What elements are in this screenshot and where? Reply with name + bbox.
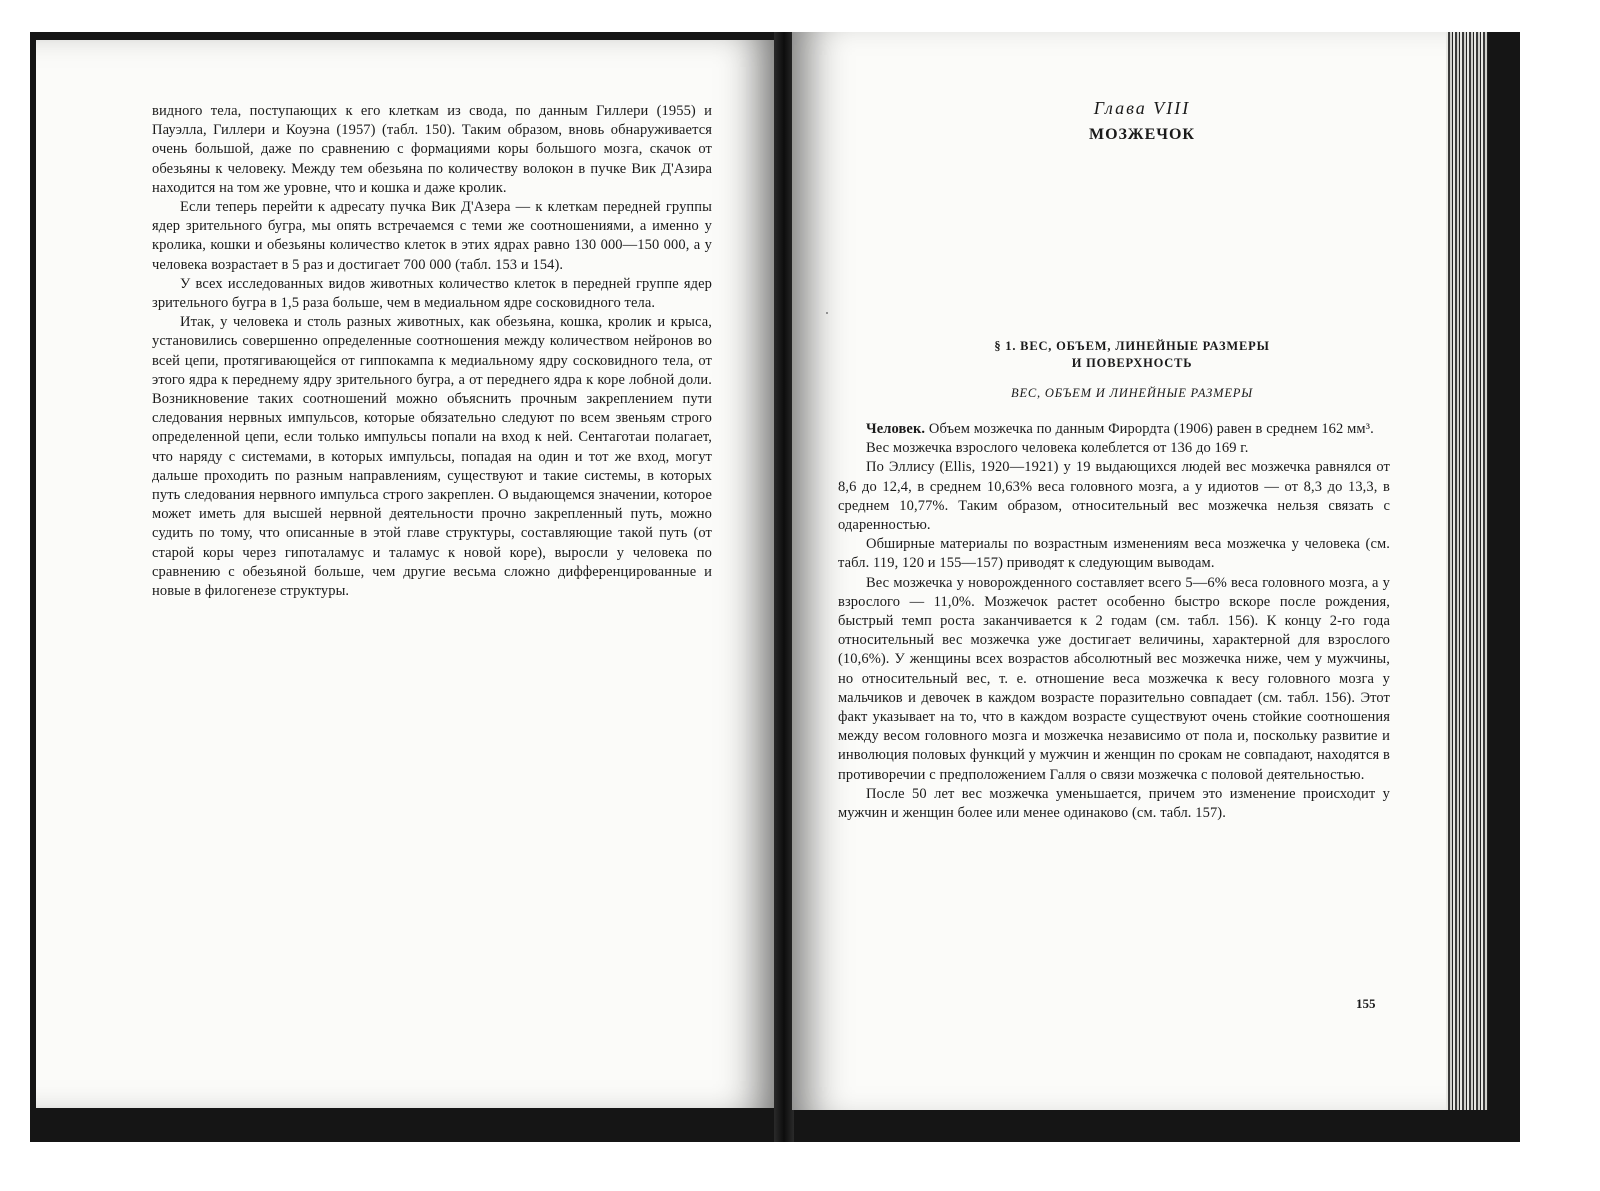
page-edges <box>1446 32 1488 1110</box>
left-paragraph: видного тела, поступающих к его клеткам из свода, по данным Гиллери (1955) и Пауэлла, Гиллери и Коуэна (1957) (табл. 150). Таким образом, вновь обнаруживается очень большой, даже по сравнению с формациями коры большого мозга, скачок от обезьяны к человеку. Между тем обезьяна по количеству волокон в пучке Вик Д'Азира находится на том же уровне, что и кошка и даже кролик. <box>152 103 712 196</box>
chapter-label: Глава VIII <box>1093 98 1191 118</box>
sub-heading: ВЕС, ОБЪЕМ И ЛИНЕЙНЫЕ РАЗМЕРЫ <box>1011 386 1253 400</box>
section-heading-line: § 1. ВЕС, ОБЪЕМ, ЛИНЕЙНЫЕ РАЗМЕРЫ <box>994 339 1270 353</box>
section-heading-line: И ПОВЕРХНОСТЬ <box>1071 356 1193 370</box>
book-gutter <box>774 32 794 1142</box>
lead-word: Человек. <box>866 421 926 437</box>
right-paragraph: Вес мозжечка у новорожденного составляет всего 5—6% веса головного мозга, а у взрослого — 11,0%. Мозжечок растет особенно быстро вскоре после рождения, быстрый темп роста заканчивается к 2 годам (см. табл. 156). К концу 2-го года относительный вес мозжечка уже достигает величины, характерной для взрослого (10,6%). У женщины всех возрастов абсолютный вес мозжечка ниже, чем у мужчины, но относительный вес, т. е. отношение веса мозжечка к весу головного мозга у мальчиков и девочек в каждом возрасте поразительно совпадает (см. табл. 156). Этот факт указывает на то, что в каждом возрасте существуют очень стойкие соотношения между весом головного мозга и мозжечка независимо от пола и, поскольку развитие и инволюция половых функций у мужчин и женщин по срокам не совпадают, находятся в противоречии с предположением Галля о связи мозжечка с половой деятельностью. <box>838 574 1390 783</box>
chapter-title: МОЗЖЕЧОК <box>1088 126 1196 143</box>
left-page <box>36 40 780 1108</box>
left-paragraph: Если теперь перейти к адресату пучка Вик Д'Азера — к клеткам передней группы ядер зрительного бугра, мы опять встречаемся с теми же соотношениями, а именно у кролика, кошки и обезьяны количество клеток в этих ядрах равно 130 000—150 000, а у человека возрастает в 5 раз и достигает 700 000 (табл. 153 и 154). <box>152 199 712 273</box>
right-paragraph: По Эллису (Ellis, 1920—1921) у 19 выдающихся людей вес мозжечка равнялся от 8,6 до 12,4, в среднем 10,63% веса головного мозга, а у идиотов — от 8,3 до 13,3, в среднем 10,77%. Таким образом, относительный вес мозжечка нельзя связать с одаренностью. <box>838 459 1390 534</box>
paper-speck <box>826 312 828 314</box>
right-paragraph: Обширные материалы по возрастным изменениям веса мозжечка у человека (см. табл. 119, 120 и 155—157) приводят к следующим выводам. <box>838 536 1390 572</box>
right-page-body <box>838 420 1390 823</box>
right-paragraph: Вес мозжечка взрослого человека колеблется от 136 до 169 г. <box>866 440 1249 457</box>
lead-paragraph-text: Объем мозжечка по данным Фирордта (1906) равен в среднем 162 мм³. <box>925 421 1374 437</box>
right-page <box>792 32 1488 1110</box>
left-page-body <box>152 102 712 601</box>
page-number: 155 <box>1356 996 1376 1011</box>
right-paragraph <box>838 420 1390 439</box>
book-spread <box>30 32 1520 1142</box>
right-paragraph: После 50 лет вес мозжечка уменьшается, причем это изменение происходит у мужчин и женщин более или менее одинаково (см. табл. 157). <box>838 785 1390 822</box>
section-heading <box>892 338 1372 372</box>
left-paragraph: Итак, у человека и столь разных животных, как обезьяна, кошка, кролик и крыса, установились совершенно определенные соотношения между количеством нейронов во всей цепи, протягивающейся от гиппокампа к медиальному ядру сосковидного тела, от этого ядра к переднему ядру зрительного бугра, а от переднего ядра к коре лобной доли. Возникновение таких соотношений можно объяснить прочным закреплением пути следования нервных импульсов, которые обязательно следуют по всем звеньям строго определенной цепи, если только импульсы попали на вход к ней. Сентаготаи полагает, что наряду с системами, в которых импульсы, попадая на один и тот же вход, могут дальше проходить по разным направлениям, существуют и такие системы, в которых путь следования нервного импульса строго закреплен. О выдающемся значении, которое может иметь для высшей нервной деятельности прочно закрепленный путь, можно судить по тому, что описанные в этой главе структуры, составляющие такой путь (от старой коры через гипоталамус и таламус к новой коре), выросли у человека по сравнению с обезьяной больше, чем другие весьма сложно дифференцированные и новые в филогенезе структуры. <box>152 314 712 600</box>
left-paragraph: У всех исследованных видов животных количество клеток в передней группе ядер зрительного бугра в 1,5 раза больше, чем в медиальном ядре сосковидного тела. <box>152 275 712 312</box>
